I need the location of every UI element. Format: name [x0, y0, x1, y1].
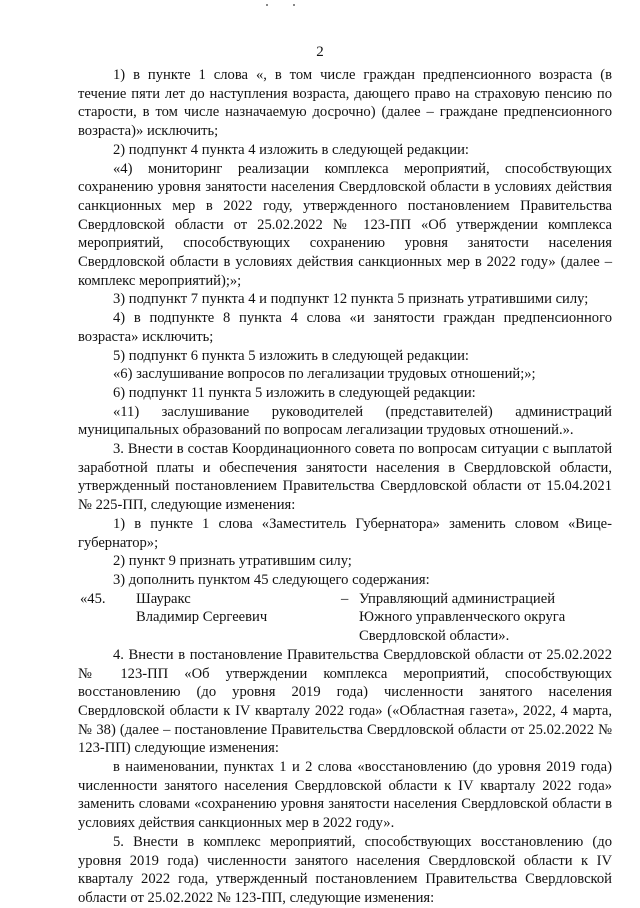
- paragraph: 5. Внести в комплекс мероприятий, способствующих восстановлению (до уровня 2019 года) численности занятого населения Свердловской области к IV кварталу 2022 года, утвержденный постановлением Правительства Свердловской области от 25.02.2022 № 123-ПП, следующие изменения:: [78, 833, 612, 906]
- council-member-entry: [78, 590, 612, 646]
- paragraph: 2) пункт 9 признать утратившим силу;: [113, 553, 352, 570]
- document-body: [78, 66, 612, 908]
- paragraph: 6) подпункт 11 пункта 5 изложить в следующей редакции:: [113, 384, 476, 401]
- paragraph: «11) заслушивание руководителей (представителей) администраций муниципальных образований по вопросам легализации трудовых отношений.».: [78, 403, 612, 439]
- paragraph: 1) в пункте 1 слова «Заместитель Губернатора» заменить словом «Вице-губернатор»;: [78, 515, 612, 551]
- scan-artifact: [266, 4, 268, 6]
- member-surname: Шауракс: [136, 590, 191, 607]
- member-position: Управляющий администрацией Южного управленческого округа Свердловской области».: [359, 590, 566, 645]
- paragraph: в наименовании, пунктах 1 и 2 слова «восстановлению (до уровня 2019 года) численности занятого населения Свердловской области к IV кварталу 2022 года» заменить словами «сохранению уровня занятости населения Свердловской области в условиях действия санкционных мер в 2022 году».: [78, 759, 612, 832]
- paragraph: «6) заслушивание вопросов по легализации трудовых отношений;»;: [113, 366, 536, 383]
- member-dash: –: [341, 590, 349, 607]
- member-given-names: Владимир Сергеевич: [136, 609, 268, 626]
- paragraph: 4. Внести в постановление Правительства Свердловской области от 25.02.2022 № 123-ПП «Об утверждении комплекса мероприятий, способствующих восстановлению (до уровня 2019 года) численности занятого населения Свердловской области к IV кварталу 2022 года» («Областная газета», 2022, 4 марта, № 38) (далее – постановление Правительства Свердловской области от 25.02.2022 № 123-ПП) следующие изменения:: [78, 646, 612, 757]
- paragraph: 2) подпункт 4 пункта 4 изложить в следующей редакции:: [113, 141, 469, 158]
- paragraph: 3. Внести в состав Координационного совета по вопросам ситуации с выплатой заработной платы и обеспечения занятости населения в Свердловской области, утвержденный постановлением Правительства Свердловской области от 15.04.2021 № 225-ПП, следующие изменения:: [78, 441, 612, 514]
- member-name: [136, 590, 341, 646]
- paragraph: 4) в подпункте 8 пункта 4 слова «и занятости граждан предпенсионного возраста» исключить;: [78, 310, 612, 345]
- paragraph: 3) дополнить пунктом 45 следующего содержания:: [113, 571, 430, 588]
- paragraph: 5) подпункт 6 пункта 5 изложить в следующей редакции:: [113, 347, 469, 364]
- paragraph: 1) в пункте 1 слова «, в том числе граждан предпенсионного возраста (в течение пяти лет до наступления возраста, дающего право на страховую пенсию по старости, в том числе назначаемую досрочно) (далее – граждане предпенсионного возраста)» исключить;: [78, 67, 612, 140]
- scan-artifact: [293, 4, 295, 6]
- paragraph: «4) мониторинг реализации комплекса мероприятий, способствующих сохранению уровня занятости населения Свердловской области в условиях действия санкционных мер в 2022 году, утвержденного постановлением Правительства Свердловской области от 25.02.2022 № 123-ПП «Об утверждении комплекса мероприятий, способствующих сохранению уровня занятости населения Свердловской области в условиях действия санкционных мер в 2022 году» (далее – комплекс мероприятий);»;: [78, 160, 612, 289]
- page-number: 2: [316, 44, 324, 60]
- member-number: «45.: [80, 590, 106, 607]
- paragraph: 3) подпункт 7 пункта 4 и подпункт 12 пункта 5 признать утратившими силу;: [113, 291, 589, 308]
